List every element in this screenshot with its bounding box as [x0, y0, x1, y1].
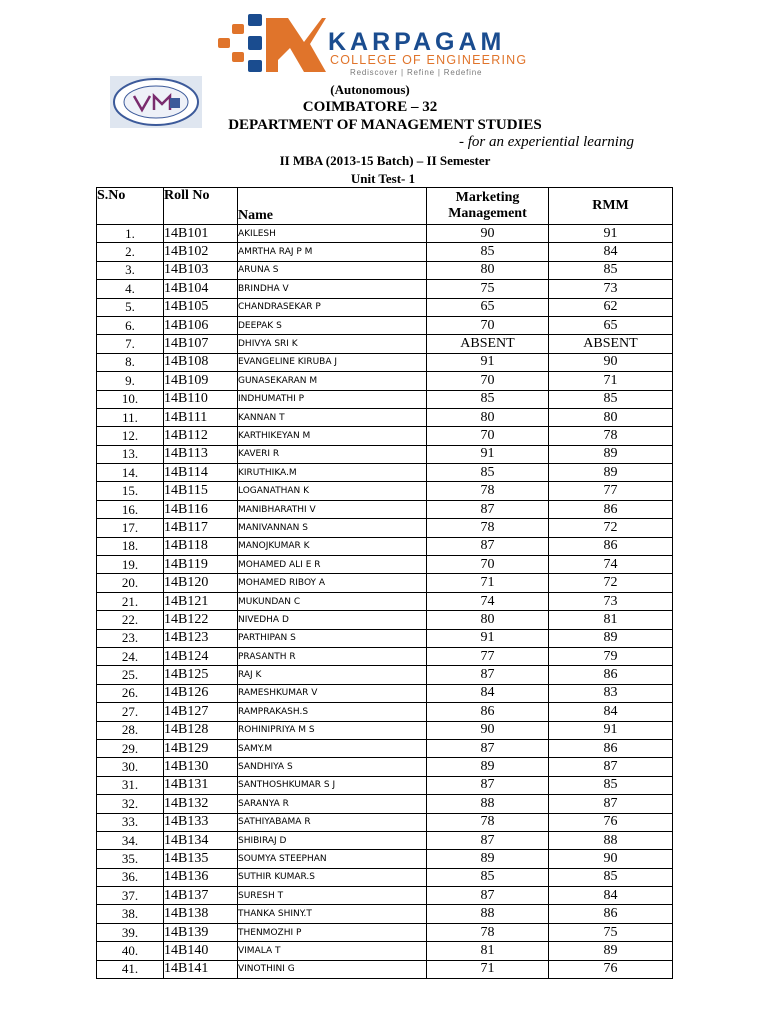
- table-row: [97, 776, 673, 794]
- batch-label: II MBA (2013-15 Batch) – II Semester: [279, 153, 491, 168]
- table-row: [97, 464, 673, 482]
- row-rmm: 85: [549, 390, 673, 408]
- table-row: [97, 684, 673, 702]
- row-marketing-management: 89: [427, 850, 549, 868]
- row-sno: 23.: [97, 629, 164, 647]
- table-row: [97, 298, 673, 316]
- row-rmm: 84: [549, 887, 673, 905]
- row-name: THANKA SHINY.T: [238, 905, 427, 923]
- table-row: [97, 923, 673, 941]
- row-sno: 8.: [97, 353, 164, 371]
- row-roll-no: 14B119: [164, 556, 238, 574]
- table-row: [97, 372, 673, 390]
- table-row: [97, 445, 673, 463]
- table-row: [97, 225, 673, 243]
- row-name: SUTHIR KUMAR.S: [238, 868, 427, 886]
- row-marketing-management: 85: [427, 390, 549, 408]
- row-name: GUNASEKARAN M: [238, 372, 427, 390]
- row-roll-no: 14B140: [164, 942, 238, 960]
- row-rmm: 77: [549, 482, 673, 500]
- row-marketing-management: 86: [427, 703, 549, 721]
- row-sno: 5.: [97, 298, 164, 316]
- row-marketing-management: 77: [427, 647, 549, 665]
- row-name: AKILESH: [238, 225, 427, 243]
- row-rmm: 84: [549, 243, 673, 261]
- row-roll-no: 14B120: [164, 574, 238, 592]
- row-sno: 15.: [97, 482, 164, 500]
- row-name: SOUMYA STEEPHAN: [238, 850, 427, 868]
- row-roll-no: 14B121: [164, 592, 238, 610]
- header-roll-no: Roll No: [164, 188, 238, 225]
- row-roll-no: 14B117: [164, 519, 238, 537]
- row-sno: 37.: [97, 887, 164, 905]
- table-row: [97, 831, 673, 849]
- row-name: SATHIYABAMA R: [238, 813, 427, 831]
- row-sno: 9.: [97, 372, 164, 390]
- row-sno: 27.: [97, 703, 164, 721]
- row-sno: 2.: [97, 243, 164, 261]
- row-rmm: 89: [549, 942, 673, 960]
- row-marketing-management: ABSENT: [427, 335, 549, 353]
- row-rmm: 87: [549, 758, 673, 776]
- row-rmm: 84: [549, 703, 673, 721]
- row-marketing-management: 88: [427, 905, 549, 923]
- row-rmm: 90: [549, 353, 673, 371]
- row-marketing-management: 80: [427, 408, 549, 426]
- row-sno: 33.: [97, 813, 164, 831]
- table-row: [97, 666, 673, 684]
- row-marketing-management: 71: [427, 574, 549, 592]
- row-sno: 19.: [97, 556, 164, 574]
- row-roll-no: 14B126: [164, 684, 238, 702]
- row-rmm: 74: [549, 556, 673, 574]
- row-rmm: 86: [549, 537, 673, 555]
- karpagam-logo-icon: [218, 14, 328, 78]
- row-rmm: 89: [549, 464, 673, 482]
- row-roll-no: 14B128: [164, 721, 238, 739]
- row-roll-no: 14B138: [164, 905, 238, 923]
- table-row: [97, 243, 673, 261]
- row-name: PARTHIPAN S: [238, 629, 427, 647]
- row-name: RAJ K: [238, 666, 427, 684]
- row-sno: 16.: [97, 500, 164, 518]
- row-marketing-management: 87: [427, 739, 549, 757]
- row-marketing-management: 78: [427, 813, 549, 831]
- row-name: VINOTHINI G: [238, 960, 427, 978]
- table-row: [97, 335, 673, 353]
- row-name: AMRTHA RAJ P M: [238, 243, 427, 261]
- table-row: [97, 390, 673, 408]
- row-name: SURESH T: [238, 887, 427, 905]
- row-roll-no: 14B109: [164, 372, 238, 390]
- row-sno: 10.: [97, 390, 164, 408]
- row-roll-no: 14B135: [164, 850, 238, 868]
- mba-seal-icon: [110, 76, 202, 128]
- row-marketing-management: 81: [427, 942, 549, 960]
- row-sno: 22.: [97, 611, 164, 629]
- row-name: KARTHIKEYAN M: [238, 427, 427, 445]
- row-name: BRINDHA V: [238, 280, 427, 298]
- table-row: [97, 739, 673, 757]
- table-row: [97, 721, 673, 739]
- table-row: [97, 519, 673, 537]
- table-row: [97, 280, 673, 298]
- header-marketing-management: [427, 188, 549, 225]
- row-roll-no: 14B137: [164, 887, 238, 905]
- row-roll-no: 14B118: [164, 537, 238, 555]
- row-rmm: 76: [549, 813, 673, 831]
- row-marketing-management: 71: [427, 960, 549, 978]
- row-marketing-management: 70: [427, 372, 549, 390]
- row-marketing-management: 78: [427, 923, 549, 941]
- row-name: DHIVYA SRI K: [238, 335, 427, 353]
- row-marketing-management: 75: [427, 280, 549, 298]
- row-name: EVANGELINE KIRUBA J: [238, 353, 427, 371]
- row-roll-no: 14B115: [164, 482, 238, 500]
- row-name: RAMESHKUMAR V: [238, 684, 427, 702]
- row-marketing-management: 78: [427, 519, 549, 537]
- row-rmm: 75: [549, 923, 673, 941]
- row-name: THENMOZHI P: [238, 923, 427, 941]
- row-sno: 40.: [97, 942, 164, 960]
- row-name: MANIVANNAN S: [238, 519, 427, 537]
- row-name: VIMALA T: [238, 942, 427, 960]
- table-row: [97, 647, 673, 665]
- row-name: SARANYA R: [238, 795, 427, 813]
- row-roll-no: 14B106: [164, 316, 238, 334]
- row-marketing-management: 87: [427, 537, 549, 555]
- row-name: SANDHIYA S: [238, 758, 427, 776]
- row-rmm: ABSENT: [549, 335, 673, 353]
- college-name: KARPAGAM: [328, 28, 506, 56]
- row-name: MANIBHARATHI V: [238, 500, 427, 518]
- header-sno: S.No: [97, 188, 164, 225]
- row-roll-no: 14B116: [164, 500, 238, 518]
- row-rmm: 62: [549, 298, 673, 316]
- row-name: RAMPRAKASH.S: [238, 703, 427, 721]
- row-name: KAVERI R: [238, 445, 427, 463]
- row-roll-no: 14B127: [164, 703, 238, 721]
- row-rmm: 65: [549, 316, 673, 334]
- row-roll-no: 14B129: [164, 739, 238, 757]
- row-rmm: 72: [549, 519, 673, 537]
- row-rmm: 85: [549, 868, 673, 886]
- table-row: [97, 887, 673, 905]
- row-roll-no: 14B108: [164, 353, 238, 371]
- table-row: [97, 592, 673, 610]
- table-row: [97, 537, 673, 555]
- row-rmm: 91: [549, 721, 673, 739]
- row-sno: 31.: [97, 776, 164, 794]
- row-marketing-management: 78: [427, 482, 549, 500]
- row-name: KANNAN T: [238, 408, 427, 426]
- table-row: [97, 500, 673, 518]
- row-rmm: 73: [549, 592, 673, 610]
- row-roll-no: 14B110: [164, 390, 238, 408]
- row-roll-no: 14B114: [164, 464, 238, 482]
- header-rmm: RMM: [549, 188, 673, 225]
- row-marketing-management: 80: [427, 611, 549, 629]
- row-roll-no: 14B102: [164, 243, 238, 261]
- row-rmm: 88: [549, 831, 673, 849]
- header-name: Name: [238, 188, 427, 225]
- table-row: [97, 960, 673, 978]
- table-header-row: [97, 188, 673, 225]
- table-row: [97, 850, 673, 868]
- row-rmm: 89: [549, 445, 673, 463]
- row-sno: 25.: [97, 666, 164, 684]
- row-rmm: 71: [549, 372, 673, 390]
- table-row: [97, 629, 673, 647]
- row-roll-no: 14B111: [164, 408, 238, 426]
- city-label: COIMBATORE – 32: [302, 99, 438, 115]
- row-rmm: 87: [549, 795, 673, 813]
- row-name: CHANDRASEKAR P: [238, 298, 427, 316]
- row-sno: 28.: [97, 721, 164, 739]
- row-marketing-management: 65: [427, 298, 549, 316]
- row-sno: 39.: [97, 923, 164, 941]
- row-sno: 21.: [97, 592, 164, 610]
- row-rmm: 79: [549, 647, 673, 665]
- table-row: [97, 758, 673, 776]
- department-title: DEPARTMENT OF MANAGEMENT STUDIES: [228, 117, 542, 133]
- row-rmm: 90: [549, 850, 673, 868]
- row-sno: 18.: [97, 537, 164, 555]
- table-row: [97, 408, 673, 426]
- row-rmm: 89: [549, 629, 673, 647]
- row-sno: 3.: [97, 261, 164, 279]
- row-sno: 35.: [97, 850, 164, 868]
- row-roll-no: 14B141: [164, 960, 238, 978]
- row-marketing-management: 88: [427, 795, 549, 813]
- row-roll-no: 14B107: [164, 335, 238, 353]
- row-rmm: 76: [549, 960, 673, 978]
- row-marketing-management: 70: [427, 427, 549, 445]
- row-marketing-management: 90: [427, 721, 549, 739]
- row-name: PRASANTH R: [238, 647, 427, 665]
- slogan: - for an experiential learning: [459, 134, 634, 150]
- row-roll-no: 14B103: [164, 261, 238, 279]
- row-marketing-management: 74: [427, 592, 549, 610]
- row-sno: 14.: [97, 464, 164, 482]
- row-sno: 29.: [97, 739, 164, 757]
- row-name: ARUNA S: [238, 261, 427, 279]
- table-row: [97, 868, 673, 886]
- row-marketing-management: 87: [427, 666, 549, 684]
- row-roll-no: 14B113: [164, 445, 238, 463]
- row-name: MANOJKUMAR K: [238, 537, 427, 555]
- marks-table: [96, 187, 673, 979]
- row-roll-no: 14B131: [164, 776, 238, 794]
- row-name: DEEPAK S: [238, 316, 427, 334]
- table-row: [97, 556, 673, 574]
- row-sno: 24.: [97, 647, 164, 665]
- table-row: [97, 353, 673, 371]
- header-mm-line1: Marketing: [455, 190, 520, 205]
- table-row: [97, 905, 673, 923]
- row-marketing-management: 70: [427, 316, 549, 334]
- row-sno: 26.: [97, 684, 164, 702]
- row-name: SHIBIRAJ D: [238, 831, 427, 849]
- row-name: KIRUTHIKA.M: [238, 464, 427, 482]
- row-sno: 7.: [97, 335, 164, 353]
- row-rmm: 86: [549, 666, 673, 684]
- row-marketing-management: 91: [427, 353, 549, 371]
- row-rmm: 85: [549, 776, 673, 794]
- table-row: [97, 813, 673, 831]
- row-roll-no: 14B122: [164, 611, 238, 629]
- college-subtitle: COLLEGE OF ENGINEERING: [330, 53, 528, 67]
- row-rmm: 73: [549, 280, 673, 298]
- row-marketing-management: 91: [427, 445, 549, 463]
- row-rmm: 91: [549, 225, 673, 243]
- table-row: [97, 574, 673, 592]
- row-name: ROHINIPRIYA M S: [238, 721, 427, 739]
- row-name: MOHAMED ALI E R: [238, 556, 427, 574]
- test-label: Unit Test- 1: [350, 171, 416, 186]
- row-sno: 30.: [97, 758, 164, 776]
- row-sno: 12.: [97, 427, 164, 445]
- row-sno: 13.: [97, 445, 164, 463]
- row-marketing-management: 87: [427, 887, 549, 905]
- row-marketing-management: 91: [427, 629, 549, 647]
- row-sno: 36.: [97, 868, 164, 886]
- row-marketing-management: 87: [427, 776, 549, 794]
- header-mm-line2: Management: [448, 206, 527, 221]
- row-marketing-management: 85: [427, 464, 549, 482]
- row-name: SAMY.M: [238, 739, 427, 757]
- row-sno: 32.: [97, 795, 164, 813]
- row-marketing-management: 84: [427, 684, 549, 702]
- row-sno: 17.: [97, 519, 164, 537]
- row-marketing-management: 80: [427, 261, 549, 279]
- row-sno: 20.: [97, 574, 164, 592]
- row-sno: 1.: [97, 225, 164, 243]
- row-rmm: 86: [549, 905, 673, 923]
- row-marketing-management: 87: [427, 500, 549, 518]
- row-rmm: 83: [549, 684, 673, 702]
- table-row: [97, 795, 673, 813]
- row-rmm: 72: [549, 574, 673, 592]
- row-name: INDHUMATHI P: [238, 390, 427, 408]
- row-name: NIVEDHA D: [238, 611, 427, 629]
- row-marketing-management: 85: [427, 243, 549, 261]
- table-row: [97, 611, 673, 629]
- row-roll-no: 14B133: [164, 813, 238, 831]
- row-roll-no: 14B136: [164, 868, 238, 886]
- row-marketing-management: 87: [427, 831, 549, 849]
- row-name: MOHAMED RIBOY A: [238, 574, 427, 592]
- row-roll-no: 14B132: [164, 795, 238, 813]
- row-sno: 4.: [97, 280, 164, 298]
- row-roll-no: 14B130: [164, 758, 238, 776]
- autonomous-label: (Autonomous): [330, 82, 410, 97]
- row-roll-no: 14B105: [164, 298, 238, 316]
- row-marketing-management: 89: [427, 758, 549, 776]
- row-name: LOGANATHAN K: [238, 482, 427, 500]
- row-sno: 11.: [97, 408, 164, 426]
- college-logo: [218, 14, 590, 78]
- row-sno: 6.: [97, 316, 164, 334]
- row-rmm: 80: [549, 408, 673, 426]
- row-marketing-management: 70: [427, 556, 549, 574]
- row-marketing-management: 85: [427, 868, 549, 886]
- row-roll-no: 14B139: [164, 923, 238, 941]
- row-rmm: 81: [549, 611, 673, 629]
- row-roll-no: 14B125: [164, 666, 238, 684]
- row-rmm: 85: [549, 261, 673, 279]
- row-name: SANTHOSHKUMAR S J: [238, 776, 427, 794]
- row-sno: 41.: [97, 960, 164, 978]
- row-rmm: 86: [549, 500, 673, 518]
- table-row: [97, 427, 673, 445]
- row-roll-no: 14B112: [164, 427, 238, 445]
- table-row: [97, 703, 673, 721]
- row-roll-no: 14B104: [164, 280, 238, 298]
- college-tagline: Rediscover | Refine | Redefine: [350, 68, 483, 77]
- row-rmm: 78: [549, 427, 673, 445]
- row-marketing-management: 90: [427, 225, 549, 243]
- table-row: [97, 482, 673, 500]
- table-row: [97, 942, 673, 960]
- row-rmm: 86: [549, 739, 673, 757]
- row-roll-no: 14B123: [164, 629, 238, 647]
- row-sno: 38.: [97, 905, 164, 923]
- row-sno: 34.: [97, 831, 164, 849]
- row-name: MUKUNDAN C: [238, 592, 427, 610]
- row-roll-no: 14B124: [164, 647, 238, 665]
- row-roll-no: 14B134: [164, 831, 238, 849]
- row-roll-no: 14B101: [164, 225, 238, 243]
- table-row: [97, 261, 673, 279]
- table-row: [97, 316, 673, 334]
